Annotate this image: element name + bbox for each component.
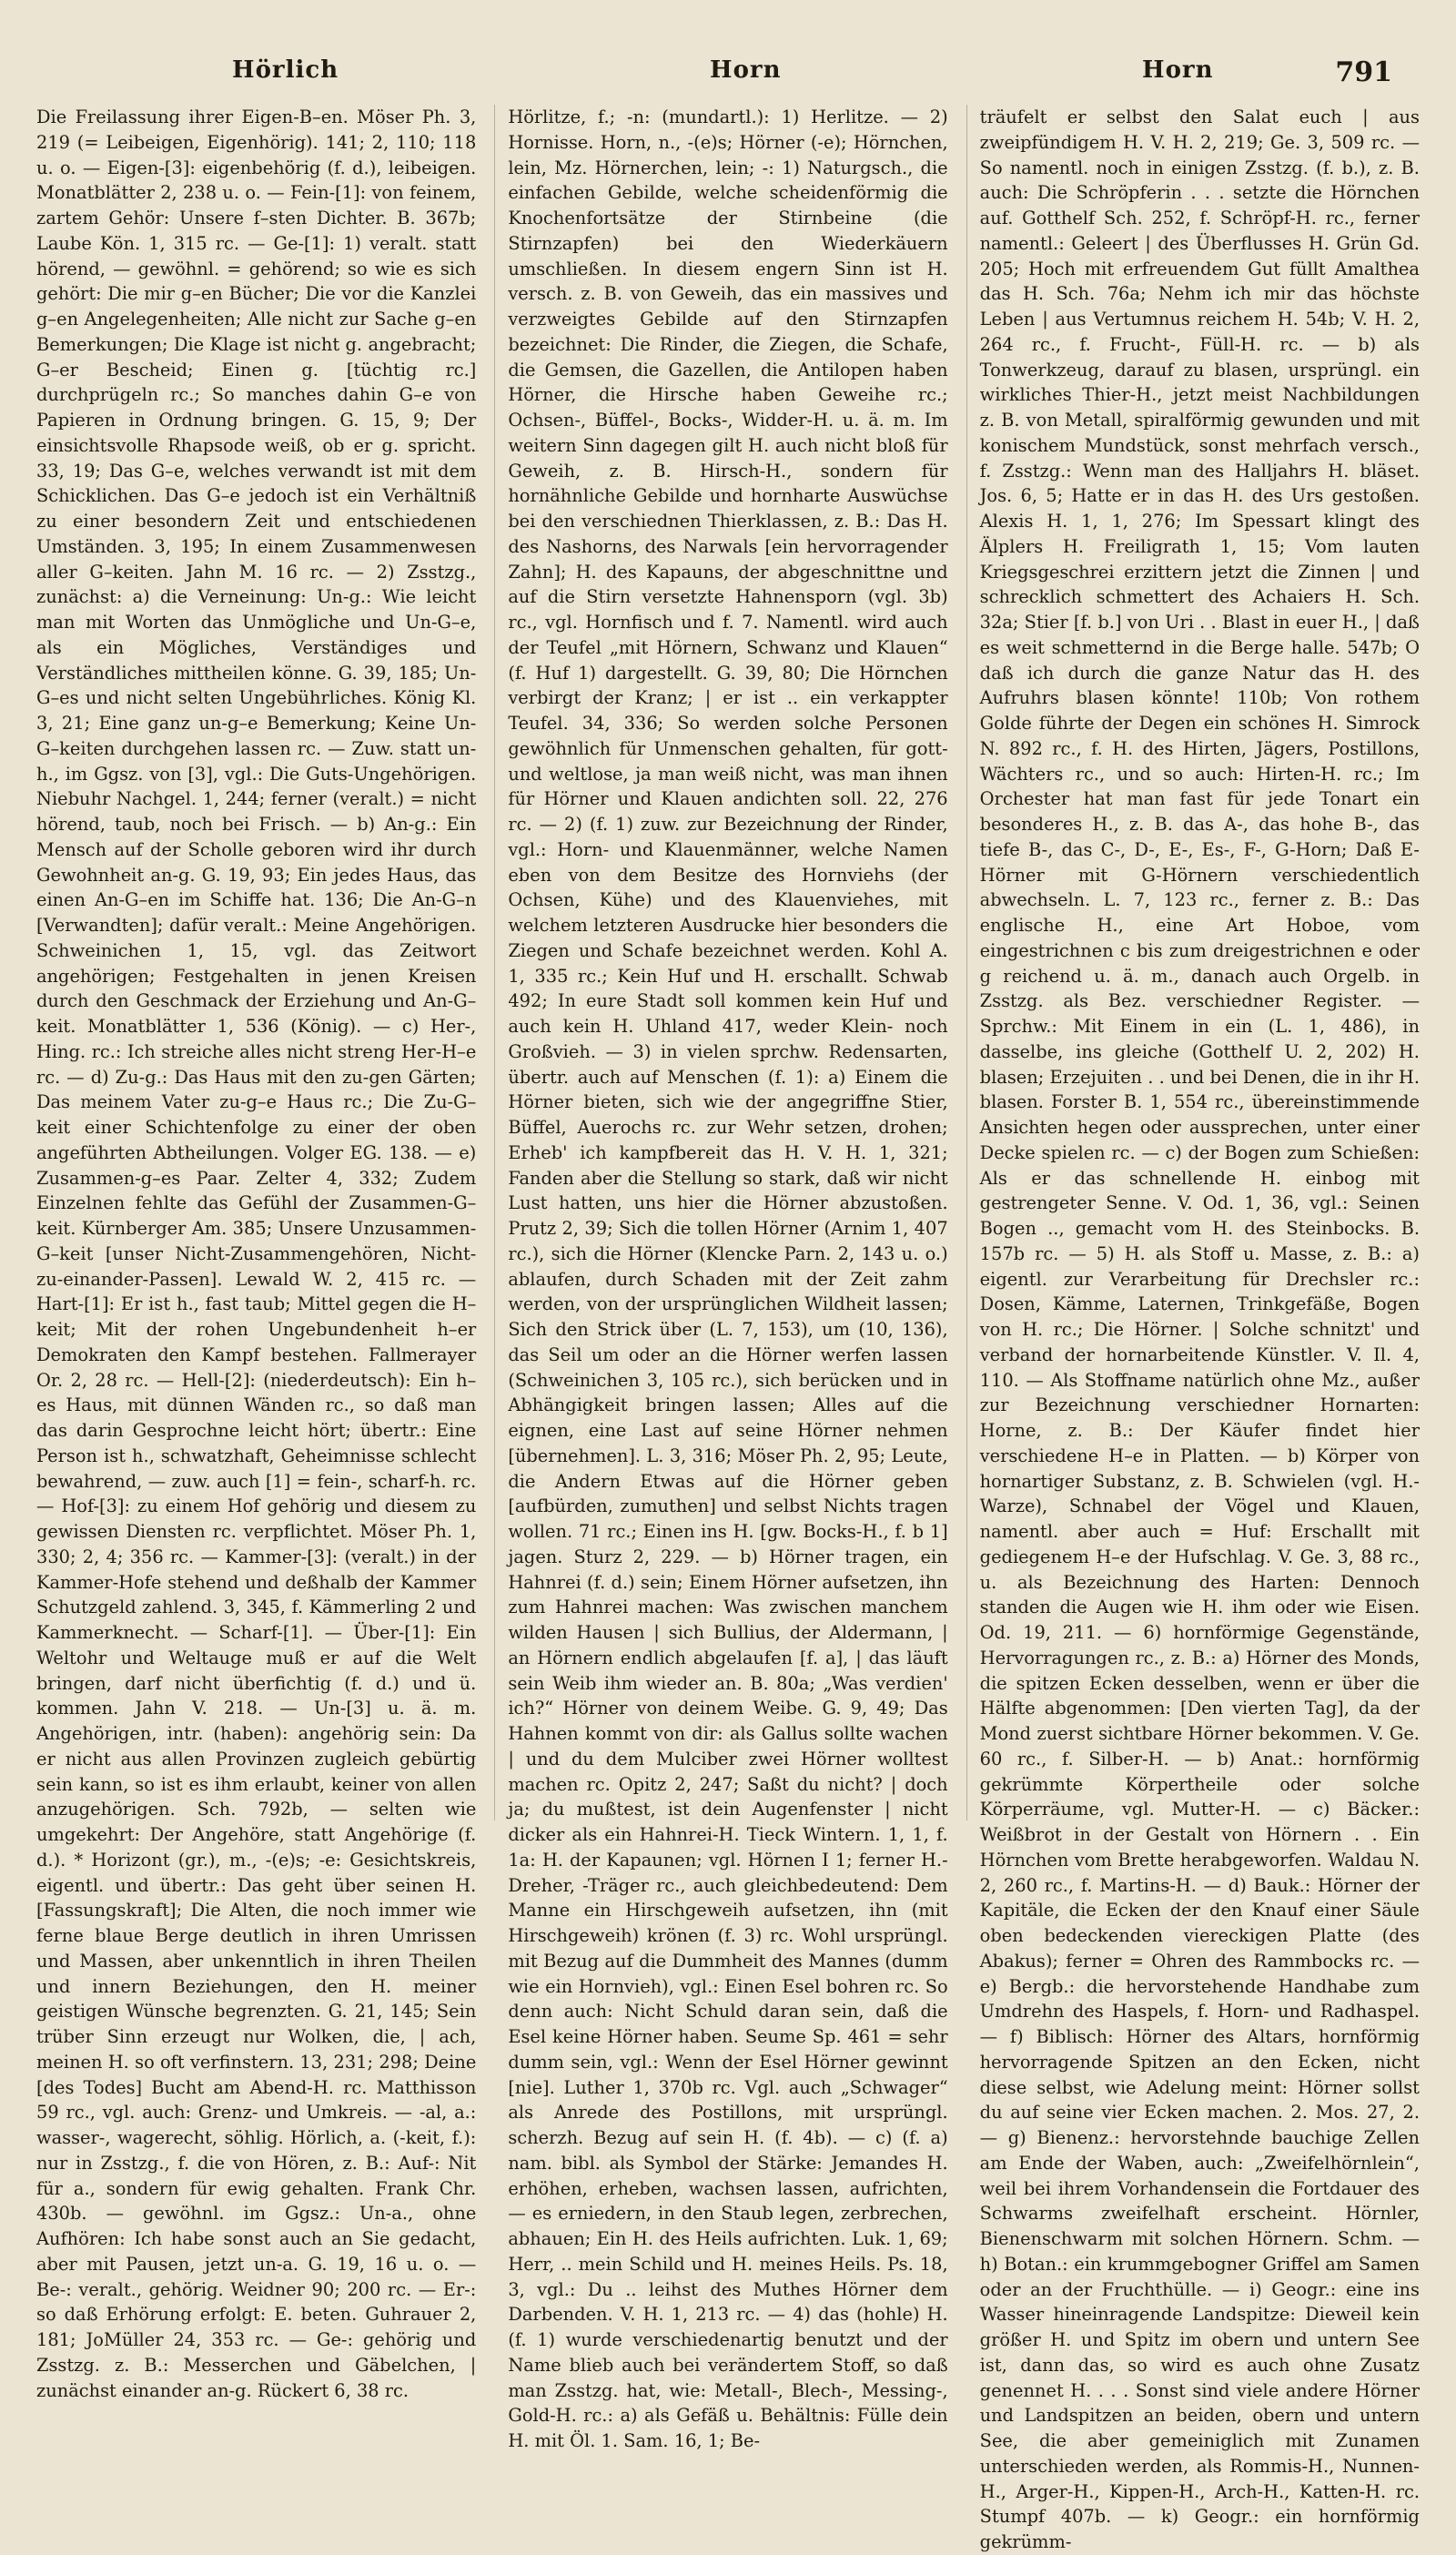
column-middle-text: Hörlitze, f.; -n: (mundartl.): 1) Herlitze. — 2) Hornisse. Horn, n., -(e)s; Hörner (-e); Hörnchen, lein, Mz. Hörnerchen, lein; -: 1) Naturgsch., die einfachen Gebilde, welche scheidenförmig die Knochenfortsätze der Stirnbeine (die Stirnzapfen) bei den Wiederkäuern umschließen. In diesem engern Sinn ist H. versch. z. B. von Geweih, das ein massives und verzweigtes Gebilde auf den Stirnzapfen bezeichnet: Die Rinder, die Ziegen, die Schafe, die Gemsen, die Gazellen, die Antilopen haben Hörner, die Hirsche haben Geweihe rc.; Ochsen-, Büffel-, Bocks-, Widder-H. u. ä. m. Im weitern Sinn dagegen gilt H. auch nicht bloß für Geweih, z. B. Hirsch-H., sondern für hornähnliche Gebilde und hornharte Auswüchse bei den verschiednen Thierklassen, z. B.: Das H. des Nashorns, des Narwals [ein hervorragender Zahn]; H. des Kapauns, der abgeschnittne und auf die Stirn versetzte Hahnensporn (vgl. 3b) rc., vgl. Hornfisch und f. 7. Namentl. wird auch der Teufel „mit Hörnern, Schwanz und Klauen“ (f. Huf 1) dargestellt. G. 39, 80; Die Hörnchen verbirgt der Kranz; | er ist .. ein verkappter Teufel. 34, 336; So werden solche Personen gewöhnlich für Unmenschen gehalten, für gott- und weltlose, ja man weiß nicht, was man ihnen für Hörner und Klauen andichten soll. 22, 276 rc. — 2) (f. 1) zuw. zur Bezeichnung der Rinder, vgl.: Horn- und Klauenmänner, welche Namen eben von dem Besitze des Hornviehs (der Ochsen, Kühe) und des Klauenviehes, mit welchem letzteren Ausdrucke hier besonders die Ziegen und Schafe bezeichnet werden. Kohl A. 1, 335 rc.; Kein Huf und H. erschallt. Schwab 492; In eure Stadt soll kommen kein Huf und auch kein H. Uhland 417, weder Klein- noch Großvieh. — 3) in vielen sprchw. Redensarten, übertr. auch auf Menschen (f. 1): a) Einem die Hörner bieten, sich wie der angegriffne Stier, Büffel, Auerochs rc. zur Wehr setzen, drohen; Erheb' ich kampfbereit das H. V. H. 1, 321; Fanden aber die Stellung so stark, daß wir nicht Lust hatten, uns hier die Hörner abzustoßen. Prutz 2, 39; Sich die tollen Hörner (Arnim 1, 407 rc.), sich die Hörner (Klencke Parn. 2, 143 u. o.) ablaufen, durch Schaden mit der Zeit zahm werden, von der ursprünglichen Wildheit lassen; Sich den Strick über (L. 7, 153), um (10, 136), das Seil um oder an die Hörner werfen lassen (Schweinichen 3, 105 rc.), sich berücken und in Abhängigkeit bringen lassen; Alles auf die eignen, eine Last auf seine Hörner nehmen [übernehmen]. L. 3, 316; Möser Ph. 2, 95; Leute, die Andern Etwas auf die Hörner geben [aufbürden, zumuthen] und selbst Nichts tragen wollen. 71 rc.; Einen ins H. [gw. Bocks-H., f. b 1] jagen. Sturz 2, 229. — b) Hörner tragen, ein Hahnrei (f. d.) sein; Einem Hörner aufsetzen, ihn zum Hahnrei machen: Was zwischen manchem wilden Hausen | sich Bullius, der Aldermann, | an Hörnern endlich abgelaufen [f. a], | das läuft sein Weib ihm wieder an. B. 80a; „Was verdien' ich?“ Hörner von deinem Weibe. G. 9, 49; Das Hahnen kommt von dir: als Gallus sollte wachen | und du dem Mulciber zwei Hörner wolltest machen rc. Opitz 2, 247; Saßt du nicht? | doch ja; du mußtest, ist dein Augenfenster | nicht dicker als ein Hahnrei-H. Tieck Wintern. 1, 1, f. 1a: H. der Kapaunen; vgl. Hörnen I 1; ferner H.-Dreher, -Träger rc., auch gleichbedeutend: Dem Manne ein Hirschgeweih aufsetzen, ihn (mit Hirschgeweih) krönen (f. 3) rc. Wohl ursprüngl. mit Bezug auf die Dummheit des Mannes (dumm wie ein Hornvieh), vgl.: Einen Esel bohren rc. So denn auch: Nicht Schuld daran sein, daß die Esel keine Hörner haben. Seume Sp. 461 = sehr dumm sein, vgl.: Wenn der Esel Hörner gewinnt [nie]. Luther 1, 370b rc. Vgl. auch „Schwager“ als Anrede des Postillons, mit ursprüngl. scherzh. Bezug auf sein H. (f. 4b). — c) (f. a) nam. bibl. als Symbol der Stärke: Jemandes H. erhöhen, erheben, wachsen lassen, aufrichten, — es erniedern, in den Staub legen, zerbrechen, abhauen; Ein H. des Heils aufrichten. Luk. 1, 69; Herr, .. mein Schild und H. meines Heils. Ps. 18, 3, vgl.: Du .. leihst des Muthes Hörner dem Darbenden. V. H. 1, 213 rc. — 4) das (hohle) H. (f. 1) wurde verschiedenartig benutzt und der Name blieb auch bei verändertem Stoff, so daß man Zsstzg. hat, wie: Metall-, Blech-, Messing-, Gold-H. rc.: a) als Gefäß u. Behältnis: Fülle dein H. mit Öl. 1. Sam. 16, 1; Be- (508, 106, 948, 2451)
text-columns (36, 105, 1420, 2552)
column-middle (494, 105, 948, 2451)
page-number: 791 (1335, 56, 1392, 88)
page-header (36, 56, 1420, 93)
column-right-text: träufelt er selbst den Salat euch | aus zweipfündigem H. V. H. 2, 219; Ge. 3, 509 rc. — So namentl. noch in einigen Zsstzg. (f. b.), z. B. auch: Die Schröpferin . . . setzte die Hörnchen auf. Gotthelf Sch. 252, f. Schröpf-H. rc., ferner namentl.: Geleert | des Überflusses H. Grün Gd. 205; Hoch mit erfreuendem Gut füllt Amalthea das H. Sch. 76a; Nehm ich mir das höchste Leben | aus Vertumnus reichem H. 54b; V. H. 2, 264 rc., f. Frucht-, Füll-H. rc. — b) als Tonwerkzeug, darauf zu blasen, ursprüngl. ein wirkliches Thier-H., jetzt meist Nachbildungen z. B. von Metall, spiralförmig gewunden und mit konischem Mundstück, sonst mehrfach versch., f. Zsstzg.: Wenn man des Halljahrs H. bläset. Jos. 6, 5; Hatte er in das H. des Urs gestoßen. Alexis H. 1, 1, 276; Im Spessart klingt des Älplers H. Freiligrath 1, 15; Vom lauten Kriegsgeschrei erzittern jetzt die Zinnen | und schrecklich schmettert des Achaiers H. Sch. 32a; Stier [f. b.] von Uri . . Blast in euer H., | daß es weit schmetternd in die Berge halle. 547b; O daß ich durch die ganze Natur das H. des Aufruhrs blasen könnte! 110b; Von rothem Golde führte der Degen ein schönes H. Simrock N. 892 rc., f. H. des Hirten, Jägers, Postillons, Wächters rc., und so auch: Hirten-H. rc.; Im Orchester hat man fast für jede Tonart ein besonderes H., z. B. das A-, das hohe B-, das tiefe B-, das C-, D-, E-, Es-, F-, G-Horn; Daß E-Hörner mit G-Hörnern verschiedentlich abwechseln. L. 7, 123 rc., ferner z. B.: Das englische H., eine Art Hoboe, vom eingestrichnen c bis zum dreigestrichnen e oder g reichend u. ä. m., danach auch Orgelb. in Zsstzg. als Bez. verschiedner Register. — Sprchw.: Mit Einem in ein (L. 1, 486), in dasselbe, ins gleiche (Gotthelf U. 2, 202) H. blasen; Erzejuiten . . und bei Denen, die in ihr H. blasen. Forster B. 1, 554 rc., übereinstimmende Ansichten hegen oder aussprechen, unter einer Decke spielen rc. — c) der Bogen zum Schießen: Als er das schnellende H. einbog mit gestrengeter Senne. V. Od. 1, 36, vgl.: Seinen Bogen .., gemacht vom H. des Steinbocks. B. 157b rc. — 5) H. als Stoff u. Masse, z. B.: a) eigentl. zur Verarbeitung für Drechsler rc.: Dosen, Kämme, Laternen, Trinkgefäße, Bogen von H. rc.; Die Hörner. | Solche schnitzt' und verband der hornarbeitende Künstler. V. Il. 4, 110. — Als Stoffname natürlich ohne Mz., außer zur Bezeichnung verschiedner Hornarten: Horne, z. B.: Der Käufer findet hier verschiedene H–e in Platten. — b) Körper von hornartiger Substanz, z. B. Schwielen (vgl. H.-Warze), Schnabel der Vögel und Klauen, namentl. aber auch = Huf: Erschallt mit gediegenem H–e der Hufschlag. V. Ge. 3, 88 rc., u. als Bezeichnung des Harten: Dennoch standen die Augen wie H. ihm oder wie Eisen. Od. 19, 211. — 6) hornförmige Gegenstände, Hervorragungen rc., z. B.: a) Hörner des Monds, die spitzen Ecken desselben, wenn er über die Hälfte abgenommen: [Den vierten Tag], da der Mond zuerst sichtbare Hörner bekommen. V. Ge. 60 rc., f. Silber-H. — b) Anat.: hornförmig gekrümmte Körpertheile oder solche Körperräume, vgl. Mutter-H. — c) Bäcker.: Weißbrot in der Gestalt von Hörnern . . Ein Hörnchen vom Brette herabgeworfen. Waldau N. 2, 260 rc., f. Martins-H. — d) Bauk.: Hörner der Kapitäle, die Ecken der den Knauf einer Säule oben bedeckenden viereckigen Platte (des Abakus); ferner = Ohren des Rammbocks rc. — e) Bergb.: die hervorstehende Handhabe zum Umdrehn des Haspels, f. Horn- und Radhaspel. — f) Biblisch: Hörner des Altars, hornförmig hervorragende Spitzen an den Ecken, nicht diese selbst, wie Adelung meint: Hörner sollst du auf seine vier Ecken machen. 2. Mos. 27, 2. — g) Bienenz.: hervorstehnde bauchige Zellen am Ende der Waben, auch: „Zweifelhörnlein“, weil bei ihrem Vorhandensein die Fortdauer des Schwarms zweifelhaft erscheint. Hörnler, Bienenschwarm mit solchen Hörnern. Schm. — h) Botan.: ein krummgebogner Griffel am Samen oder an der Fruchthülle. — i) Geogr.: eine ins Wasser hineinragende Landspitze: Dieweil kein größer H. und Spitz im obern und untern See ist, dann das, so wird es auch ohne Zusatz genennet H. . . . Sonst sind viele andere Hörner und Landspitzen an beiden, obern und untern See, die aber gemeiniglich mit Zunamen unterschieden werden, als Rommis-H., Nunnen-H., Arger-H., Kippen-H., Arch-H., Katten-H. rc. Stumpf 407b. — k) Geogr.: ein hornförmig gekrümm- (979, 106, 1420, 2552)
running-headword-center: Horn (710, 56, 782, 84)
running-headword-left: Hörlich (232, 56, 339, 84)
column-left-text: Die Freilassung ihrer Eigen-B–en. Möser Ph. 3, 219 (= Leibeigen, Eigenhörig). 141; 2, 110; 118 u. o. — Eigen-[3]: eigenbehörig (f. d.), leibeigen. Monatblätter 2, 238 u. o. — Fein-[1]: von feinem, zartem Gehör: Unsere f–sten Dichter. B. 367b; Laube Kön. 1, 315 rc. — Ge-[1]: 1) veralt. statt hörend, — gewöhnl. = gehörend; so wie es sich gehört: Die mir g–en Bücher; Die vor die Kanzlei g–en Angelegenheiten; Alle nicht zur Sache g–en Bemerkungen; Die Klage ist nicht g. angebracht; G–er Bescheid; Einen g. [tüchtig rc.] durchprügeln rc.; So manches dahin G–e von Papieren in Ordnung bringen. G. 15, 9; Der einsichtsvolle Rhapsode weiß, ob er g. spricht. 33, 19; Das G–e, welches verwandt ist mit dem Schicklichen. Das G–e jedoch ist ein Verhältniß zu einer besondern Zeit und entschiedenen Umständen. 3, 195; In einem Zusammenwesen aller G–keiten. Jahn M. 16 rc. — 2) Zsstzg., zunächst: a) die Verneinung: Un-g.: Wie leicht man mit Worten das Unmögliche und Un-G–e, als ein Mögliches, Verständiges und Verständliches mittheilen könne. G. 39, 185; Un-G–es und nicht selten Ungebührliches. König Kl. 3, 21; Eine ganz un-g–e Bemerkung; Keine Un-G–keiten durchgehen lassen rc. — Zuw. statt un-h., im Ggsz. von [3], vgl.: Die Guts-Ungehörigen. Niebuhr Nachgel. 1, 244; ferner (veralt.) = nicht hörend, taub, noch bei Frisch. — b) An-g.: Ein Mensch auf der Scholle geboren wird ihr durch Gewohnheit an-g. G. 19, 93; Ein jedes Haus, das einen An-G–en im Schiffe hat. 136; Die An-G–n [Verwandten]; dafür veralt.: Meine Angehörigen. Schweinichen 1, 15, vgl. das Zeitwort angehörigen; Festgehalten in jenen Kreisen durch den Geschmack der Erziehung und An-G–keit. Monatblätter 1, 536 (König). — c) Her-, Hing. rc.: Ich streiche alles nicht streng Her-H–e rc. — d) Zu-g.: Das Haus mit den zu-gen Gärten; Das meinem Vater zu-g–e Haus rc.; Die Zu-G–keit einer Schichtenfolge zu einer der oben angeführten Abtheilungen. Volger EG. 138. — e) Zusammen-g–es Paar. Zelter 4, 332; Zudem Einzelnen fehlte das Gefühl der Zusammen-G–keit. Kürnberger Am. 385; Unsere Unzusammen-G–keit [unser Nicht-Zusammengehören, Nicht-zu-einander-Passen]. Lewald W. 2, 415 rc. — Hart-[1]: Er ist h., fast taub; Mittel gegen die H–keit; Mit der rohen Ungebundenheit h–er Demokraten den Kampf bestehen. Fallmerayer Or. 2, 28 rc. — Hell-[2]: (niederdeutsch): Ein h–es Haus, mit dünnen Wänden rc., so daß man das darin Gesprochne leicht hört; übertr.: Eine Person ist h., schwatzhaft, Geheimnisse schlecht bewahrend, — zuw. auch [1] = fein-, scharf-h. rc. — Hof-[3]: zu einem Hof gehörig und diesem zu gewissen Diensten rc. verpflichtet. Möser Ph. 1, 330; 2, 4; 356 rc. — Kammer-[3]: (veralt.) in der Kammer-Hofe stehend und deßhalb der Kammer Schutzgeld zahlend. 3, 345, f. Kämmerling 2 und Kammerknecht. — Scharf-[1]. — Über-[1]: Ein Weltohr und Weltauge muß er auf die Welt bringen, darf nicht überfichtig (f. d.) und ü. kommen. Jahn V. 218. — Un-[3] u. ä. m. Angehörigen, intr. (haben): angehörig sein: Da er nicht aus allen Provinzen zugleich gebürtig sein kann, so ist es ihm erlaubt, keiner von allen anzugehörigen. Sch. 792b, — selten wie umgekehrt: Der Angehöre, statt Angehörige (f. d.). * Horizont (gr.), m., -(e)s; -e: Gesichtskreis, eigentl. und übertr.: Das geht über seinen H. [Fassungskraft]; Die Alten, die noch immer wie ferne blaue Berge deutlich in ihren Umrissen und Massen, aber unkenntlich in ihren Theilen und innern Beziehungen, den H. meiner geistigen Wünsche begrenzten. G. 21, 145; Sein trüber Sinn erzeugt nur Wolken, die, | ach, meinen H. so oft verfinstern. 13, 231; 298; Deine [des Todes] Bucht am Abend-H. rc. Matthisson 59 rc., vgl. auch: Grenz- und Umkreis. — -al, a.: wasser-, wagerecht, söhlig. Hörlich, a. (-keit, f.): nur in Zsstzg., f. die von Hören, z. B.: Auf-: Nit für a., sondern für ewig gehalten. Frank Chr. 430b. — gewöhnl. im Ggsz.: Un-a., ohne Aufhören: Ich habe sonst auch an Sie gedacht, aber mit Pausen, jetzt un-a. G. 19, 16 u. o. — Be-: veralt., gehörig. Weidner 90; 200 rc. — Er-: so daß Erhörung erfolgt: E. beten. Guhrauer 2, 181; JoMüller 24, 353 rc. — Ge-: gehörig und Zsstzg. z. B.: Messerchen und Gäbelchen, | zunächst einander an-g. Rückert 6, 38 rc. (36, 106, 477, 2401)
column-left (36, 105, 477, 2401)
running-headword-right: Horn (1142, 56, 1214, 84)
column-right (966, 105, 1420, 2552)
